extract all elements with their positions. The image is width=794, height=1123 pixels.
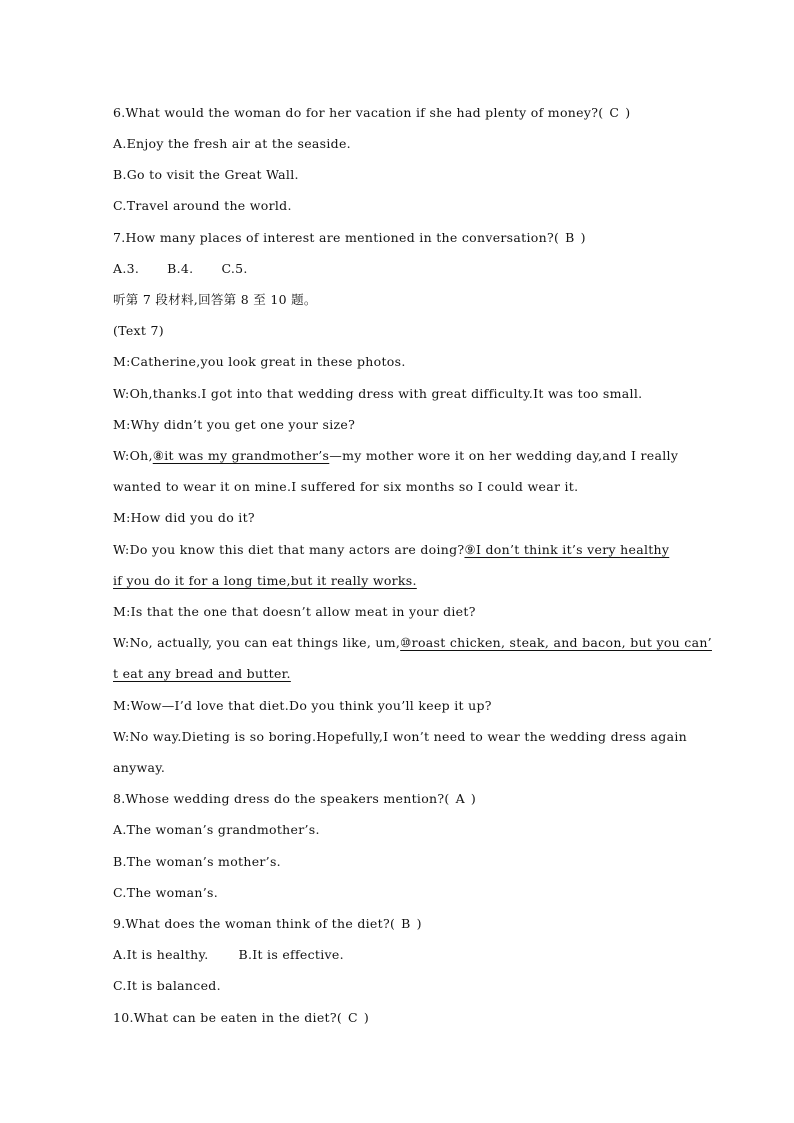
question-9-answer: B [401,916,411,931]
dialogue-line: M:Is that the one that doesn’t allow meat in your diet? [113,604,476,619]
dialogue-line: anyway. [113,760,166,775]
question-7-text: 7.How many places of interest are mentioned in the conversation?( [113,230,560,245]
underlined-evidence-8: ⑧it was my grandmother’s [152,448,330,463]
question-9-option-a: A.It is healthy. [113,947,209,962]
dialogue-line [113,573,417,589]
dialogue-line: W:No, actually, you can eat things like, um,⑩roast chicken, steak, and bacon, but you can’ [113,635,712,650]
question-6-answer: C [609,105,620,120]
underlined-evidence-9: ⑨I don’t think it’s very healthy [464,542,670,557]
dialogue-line: M:How did you do it? [113,510,255,525]
question-10-answer: C [348,1010,358,1025]
question-9-text: 9.What does the woman think of the diet?( [113,916,396,931]
dialogue-line: M:Wow—I’d love that diet.Do you think you’ll keep it up? [113,698,492,713]
dialogue-line: M:Why didn’t you get one your size? [113,417,356,432]
question-8-close: ) [470,791,477,806]
question-9-option-b: B.It is effective. [238,947,344,962]
question-10-close: ) [363,1010,370,1025]
dialogue-line [113,666,291,682]
section-instruction: 听第 7 段材料,回答第 8 至 10 题。 [113,292,317,307]
question-8-option-b: B.The woman’s mother’s. [113,854,281,869]
question-7-option-c: C.5. [221,261,248,276]
question-10 [113,1010,369,1026]
question-9 [113,916,422,932]
question-6-text: 6.What would the woman do for her vacation if she had plenty of money?( [113,105,604,120]
question-7-close: ) [580,230,586,245]
question-10-text: 10.What can be eaten in the diet?( [113,1010,343,1025]
dialogue-line: M:Catherine,you look great in these photos. [113,354,406,369]
question-8-text: 8.Whose wedding dress do the speakers mention?( [113,791,450,806]
question-8 [113,791,476,807]
question-6-close: ) [625,105,631,120]
question-6-option-b: B.Go to visit the Great Wall. [113,167,299,182]
question-6 [113,105,630,121]
dialogue-line: W:Oh,⑧it was my grandmother’s—my mother wore it on her wedding day,and I really [113,448,679,463]
question-9-options-ab [113,947,344,963]
question-6-option-c: C.Travel around the world. [113,198,292,213]
question-8-option-c: C.The woman’s. [113,885,218,900]
question-9-close: ) [416,916,422,931]
underlined-evidence-9-cont: if you do it for a long time,but it really works. [113,573,417,588]
question-8-option-a: A.The woman’s grandmother’s. [113,822,320,837]
question-7 [113,230,586,246]
question-9-option-c: C.It is balanced. [113,978,221,993]
underlined-evidence-10: ⑩roast chicken, steak, and bacon, but you can’ [400,635,712,650]
question-7-options [113,261,248,277]
dialogue-line: wanted to wear it on mine.I suffered for six months so I could wear it. [113,479,579,494]
question-7-option-a: A.3. [113,261,140,276]
question-6-option-a: A.Enjoy the fresh air at the seaside. [113,136,351,151]
dialogue-line: W:No way.Dieting is so boring.Hopefully,I won’t need to wear the wedding dress again [113,729,687,744]
question-8-answer: A [455,791,465,806]
question-7-answer: B [565,230,575,245]
text-label: (Text 7) [113,323,164,338]
dialogue-line: W:Oh,thanks.I got into that wedding dress with great difficulty.It was too small. [113,386,643,401]
underlined-evidence-10-cont: t eat any bread and butter. [113,666,291,681]
question-7-option-b: B.4. [167,261,194,276]
dialogue-line: W:Do you know this diet that many actors are doing?⑨I don’t think it’s very healthy [113,542,670,557]
